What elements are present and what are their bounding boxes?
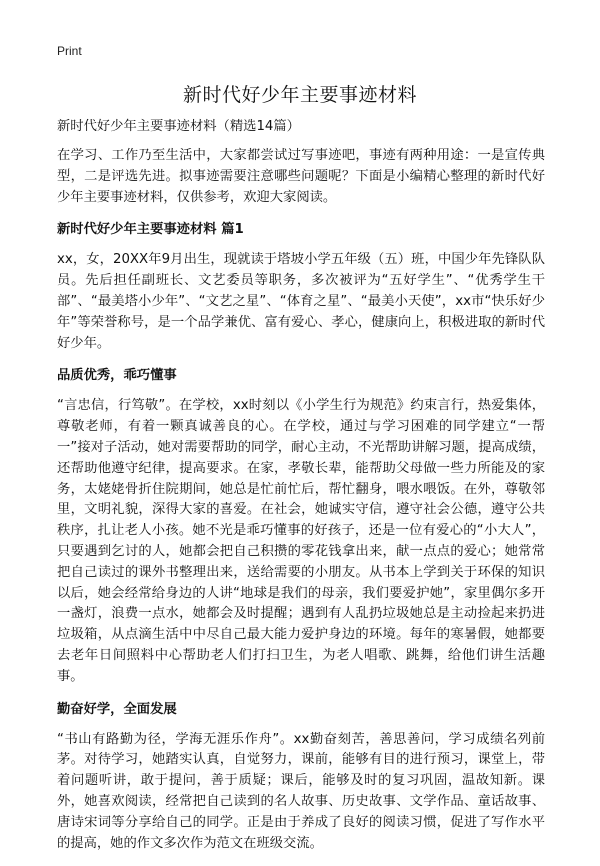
- section3-heading: 勤奋好学，全面发展: [57, 701, 177, 717]
- document-body: [57, 116, 545, 866]
- section2-paragraph: “言忠信，行笃敬”。在学校，xx时刻以《小学生行为规范》约束言行，热爱集体，尊敬老师，有着一颗真诚善良的心。在学校，通过与学习困难的同学建立“一帮一”接对子活动，她对需要帮助的同学，耐心主动，不光帮助讲解习题，提高成绩，还帮助他遵守纪律，提高要求。在家，孝敬长辈，能帮助父母做一些力所能及的家务，太姥姥骨折住院期间，她总是忙前忙后，帮忙翻身，喂水喂饭。在外，尊敬邻里，文明礼貌，深得大家的喜爱。在社会，她诚实守信，遵守社会公德，遵守公共秩序，扎让老人小孩。她不光是乖巧懂事的好孩子，还是一位有爱心的“小大人”，只要遇到乞讨的人，她都会把自己积攒的零花钱拿出来，献一点点的爱心；她常常把自己读过的课外书整理出来，送给需要的小朋友。从书本上学到关于环保的知识以后，她会经常给身边的人讲“地球是我们的母亲，我们要爱护她”，家里偶尔多开一盏灯，浪费一点水，她都会及时提醒；遇到有人乱扔垃圾她总是主动捡起来扔进垃圾箱，从点滴生活中中尽自己最大能力爱护身边的环境。每年的寒暑假，她都要去老年日间照料中心帮助老人们打扫卫生，为老人唱歌、跳舞，给他们讲生活趣事。: [57, 398, 545, 684]
- section2-heading: 品质优秀，乖巧懂事: [57, 368, 177, 384]
- section1-paragraph: xx，女，20XX年9月出生，现就读于塔坡小学五年级（五）班，中国少年先锋队队员。先后担任副班长、文艺委员等职务，多次被评为“五好学生”、“优秀学生干部”、“最美塔小少年”、“文艺之星”、“体育之星”、“最美小天使”，xx市“快乐好少年”等荣誉称号，是一个品学兼优、富有爱心、孝心，健康向上，积极进取的新时代好少年。: [57, 252, 545, 351]
- page-title: 新时代好少年主要事迹材料: [182, 84, 417, 106]
- section1-heading: 新时代好少年主要事迹材料 篇1: [57, 222, 244, 238]
- document-subtitle: 新时代好少年主要事迹材料（精选14篇）: [57, 119, 300, 134]
- section3-paragraph: “书山有路勤为径，学海无涯乐作舟”。xx勤奋刻苦，善思善问，学习成绩名列前茅。对待学习，她踏实认真，自觉努力，课前，能够有目的进行预习，课堂上，带着问题听讲，敢于提问，善于质疑；课后，能够及时的复习巩固，温故知新。课外，她喜欢阅读，经常把自己读到的名人故事、历史故事、文学作品、童话故事、唐诗宋词等分享给自己的同学。正是由于养成了良好的阅读习惯，促进了写作水平的提高，她的作文多次作为范文在班级交流。: [57, 731, 545, 851]
- intro-paragraph: 在学习、工作乃至生活中，大家都尝试过写事迹吧，事迹有两种用途：一是宣传典型，二是评选先进。拟事迹需要注意哪些问题呢？下面是小编精心整理的新时代好少年主要事迹材料，仅供参考，欢迎大家阅读。: [57, 148, 545, 205]
- print-label[interactable]: Print: [57, 44, 82, 58]
